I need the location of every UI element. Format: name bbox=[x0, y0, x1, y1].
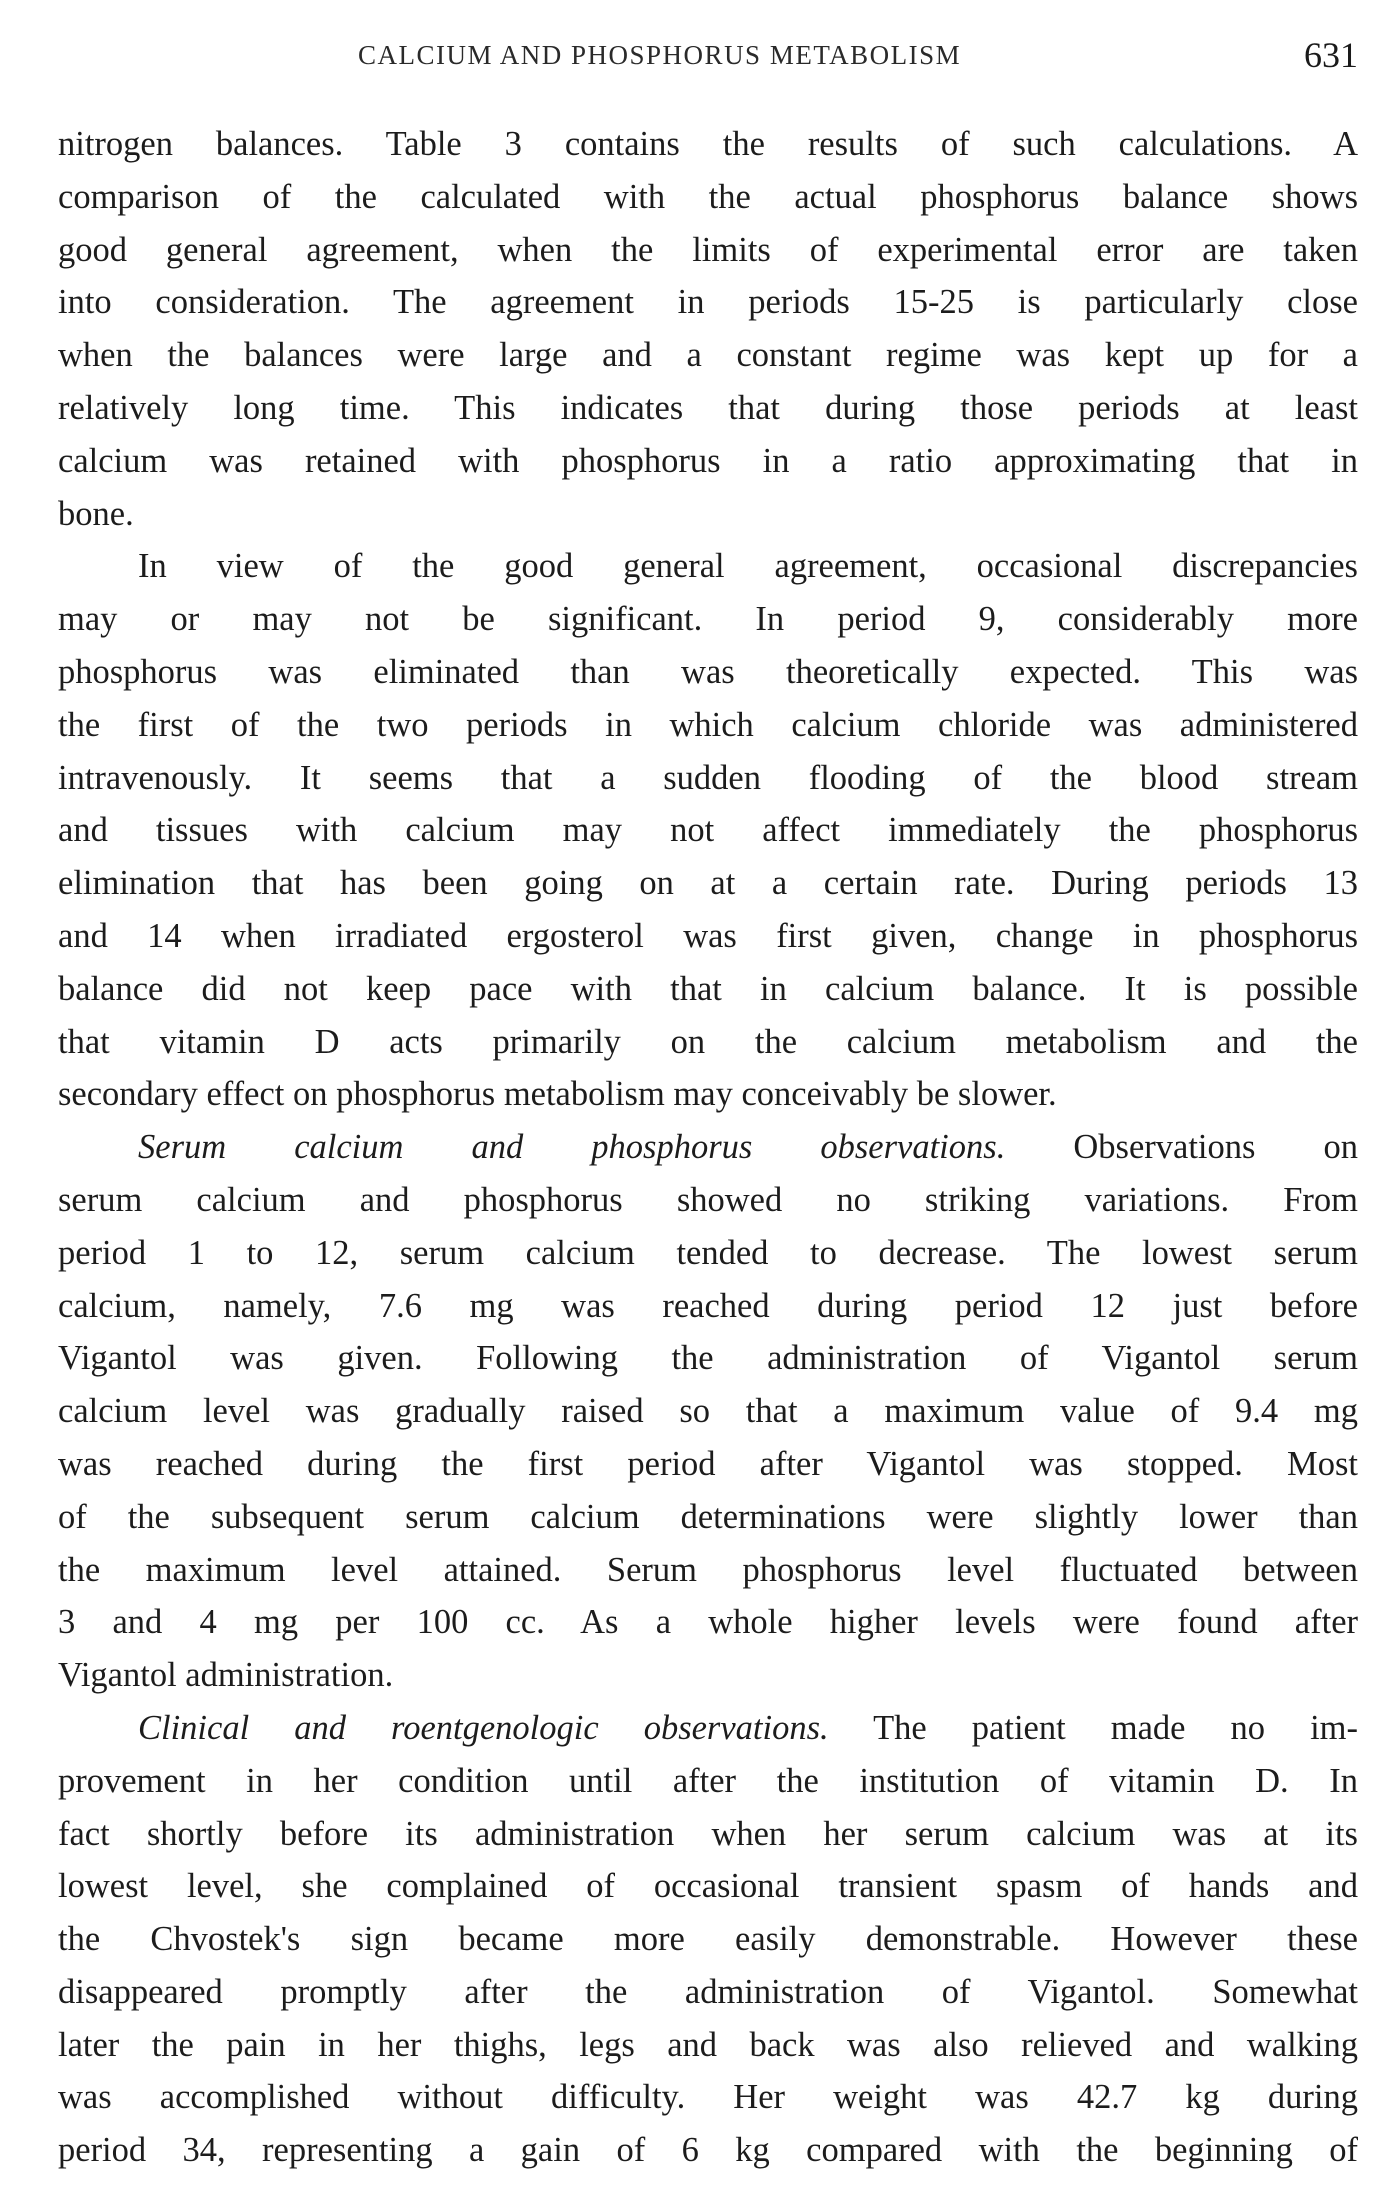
line-text: and tissues with calcium may not affect immediately the phosphorus bbox=[58, 811, 1358, 850]
text-line bbox=[58, 1332, 1358, 1385]
text-line bbox=[58, 435, 1358, 488]
running-title: CALCIUM AND PHOSPHORUS METABOLISM bbox=[358, 40, 962, 70]
line-text: balance did not keep pace with that in calcium balance. It is possible bbox=[58, 969, 1358, 1008]
text-line bbox=[58, 1808, 1358, 1861]
line-text: 3 and 4 mg per 100 cc. As a whole higher levels were found after bbox=[58, 1603, 1358, 1642]
text-line bbox=[58, 963, 1358, 1016]
text-line bbox=[58, 540, 1358, 593]
line-text: lowest level, she complained of occasional transient spasm of hands and bbox=[58, 1867, 1358, 1906]
text-line bbox=[58, 2019, 1358, 2072]
text-line bbox=[58, 699, 1358, 752]
line-text: the first of the two periods in which calcium chloride was administered bbox=[58, 705, 1358, 744]
text-line bbox=[58, 646, 1358, 699]
line-text: comparison of the calculated with the actual phosphorus balance shows bbox=[58, 177, 1358, 216]
line-text: when the balances were large and a constant regime was kept up for a bbox=[58, 336, 1358, 375]
text-line bbox=[58, 1068, 1358, 1121]
line-text: intravenously. It seems that a sudden flooding of the blood stream bbox=[58, 758, 1358, 797]
line-text: The patient made no im- bbox=[828, 1708, 1358, 1747]
paragraph bbox=[58, 1121, 1358, 1702]
text-line bbox=[58, 804, 1358, 857]
text-line bbox=[58, 488, 1358, 541]
text-line bbox=[58, 224, 1358, 277]
line-text: Vigantol administration. bbox=[58, 1656, 394, 1695]
line-text: disappeared promptly after the administration of Vigantol. Somewhat bbox=[58, 1972, 1358, 2011]
text-line bbox=[58, 593, 1358, 646]
text-line bbox=[58, 118, 1358, 171]
line-text: provement in her condition until after the institution of vitamin D. In bbox=[58, 1761, 1358, 1800]
text-line bbox=[58, 752, 1358, 805]
section-heading: Clinical and roentgenologic observations. bbox=[138, 1708, 829, 1747]
line-text: bone. bbox=[58, 494, 134, 533]
text-line bbox=[58, 1596, 1358, 1649]
line-text: later the pain in her thighs, legs and back was also relieved and walking bbox=[58, 2025, 1358, 2064]
text-line bbox=[58, 1649, 1358, 1702]
line-text: may or may not be significant. In period 9, considerably more bbox=[58, 600, 1358, 639]
text-line bbox=[58, 276, 1358, 329]
line-text: into consideration. The agreement in periods 15-25 is particularly close bbox=[58, 283, 1358, 322]
line-text: relatively long time. This indicates that during those periods at least bbox=[58, 388, 1358, 427]
text-line bbox=[58, 1016, 1358, 1069]
line-text: calcium level was gradually raised so that a maximum value of 9.4 mg bbox=[58, 1392, 1358, 1431]
paragraph bbox=[58, 118, 1358, 540]
line-text: serum calcium and phosphorus showed no striking variations. From bbox=[58, 1180, 1358, 1219]
line-text: period 1 to 12, serum calcium tended to decrease. The lowest serum bbox=[58, 1233, 1358, 1272]
line-text: that vitamin D acts primarily on the calcium metabolism and the bbox=[58, 1022, 1358, 1061]
text-line bbox=[58, 1755, 1358, 1808]
line-text: period 34, representing a gain of 6 kg compared with the beginning of bbox=[58, 2131, 1358, 2170]
text-line bbox=[58, 1491, 1358, 1544]
line-text: nitrogen balances. Table 3 contains the results of such calculations. A bbox=[58, 125, 1358, 163]
line-text: secondary effect on phosphorus metabolism may conceivably be slower. bbox=[58, 1075, 1057, 1114]
text-line bbox=[58, 1913, 1358, 1966]
page-number: 631 bbox=[1304, 35, 1358, 75]
text-line bbox=[58, 1174, 1358, 1227]
line-text: the Chvostek's sign became more easily demonstrable. However these bbox=[58, 1920, 1358, 1959]
text-line bbox=[58, 1280, 1358, 1333]
text-line bbox=[58, 1702, 1358, 1755]
text-line bbox=[58, 857, 1358, 910]
body-text bbox=[58, 118, 1358, 2177]
line-text: calcium, namely, 7.6 mg was reached during period 12 just before bbox=[58, 1286, 1358, 1325]
text-line bbox=[58, 1385, 1358, 1438]
paragraph bbox=[58, 540, 1358, 1121]
text-line bbox=[58, 1121, 1358, 1174]
text-line bbox=[58, 1227, 1358, 1280]
line-text: was reached during the first period after Vigantol was stopped. Most bbox=[58, 1444, 1358, 1483]
line-text: elimination that has been going on at a certain rate. During periods 13 bbox=[58, 864, 1358, 903]
text-line bbox=[58, 329, 1358, 382]
line-text: the maximum level attained. Serum phosphorus level fluctuated between bbox=[58, 1550, 1358, 1589]
text-line bbox=[58, 1438, 1358, 1491]
line-text: good general agreement, when the limits of experimental error are taken bbox=[58, 230, 1358, 269]
line-text: fact shortly before its administration when her serum calcium was at its bbox=[58, 1814, 1358, 1853]
line-text: of the subsequent serum calcium determinations were slightly lower than bbox=[58, 1497, 1358, 1536]
text-line bbox=[58, 1966, 1358, 2019]
text-line bbox=[58, 1860, 1358, 1913]
text-line bbox=[58, 171, 1358, 224]
line-text: In view of the good general agreement, occasional discrepancies bbox=[138, 547, 1358, 586]
text-line bbox=[58, 382, 1358, 435]
line-text: Vigantol was given. Following the administration of Vigantol serum bbox=[58, 1339, 1358, 1378]
line-text: and 14 when irradiated ergosterol was first given, change in phosphorus bbox=[58, 916, 1358, 955]
text-line bbox=[58, 2124, 1358, 2177]
line-text: calcium was retained with phosphorus in a ratio approximating that in bbox=[58, 441, 1358, 480]
running-header bbox=[58, 34, 1358, 78]
line-text: was accomplished without difficulty. Her weight was 42.7 kg during bbox=[58, 2078, 1358, 2117]
line-text: phosphorus was eliminated than was theoretically expected. This was bbox=[58, 652, 1358, 691]
text-line bbox=[58, 910, 1358, 963]
line-text: Observations on bbox=[1005, 1128, 1358, 1167]
text-line bbox=[58, 1544, 1358, 1597]
text-line bbox=[58, 2071, 1358, 2124]
paragraph bbox=[58, 1702, 1358, 2177]
section-heading: Serum calcium and phosphorus observations. bbox=[138, 1128, 1006, 1167]
